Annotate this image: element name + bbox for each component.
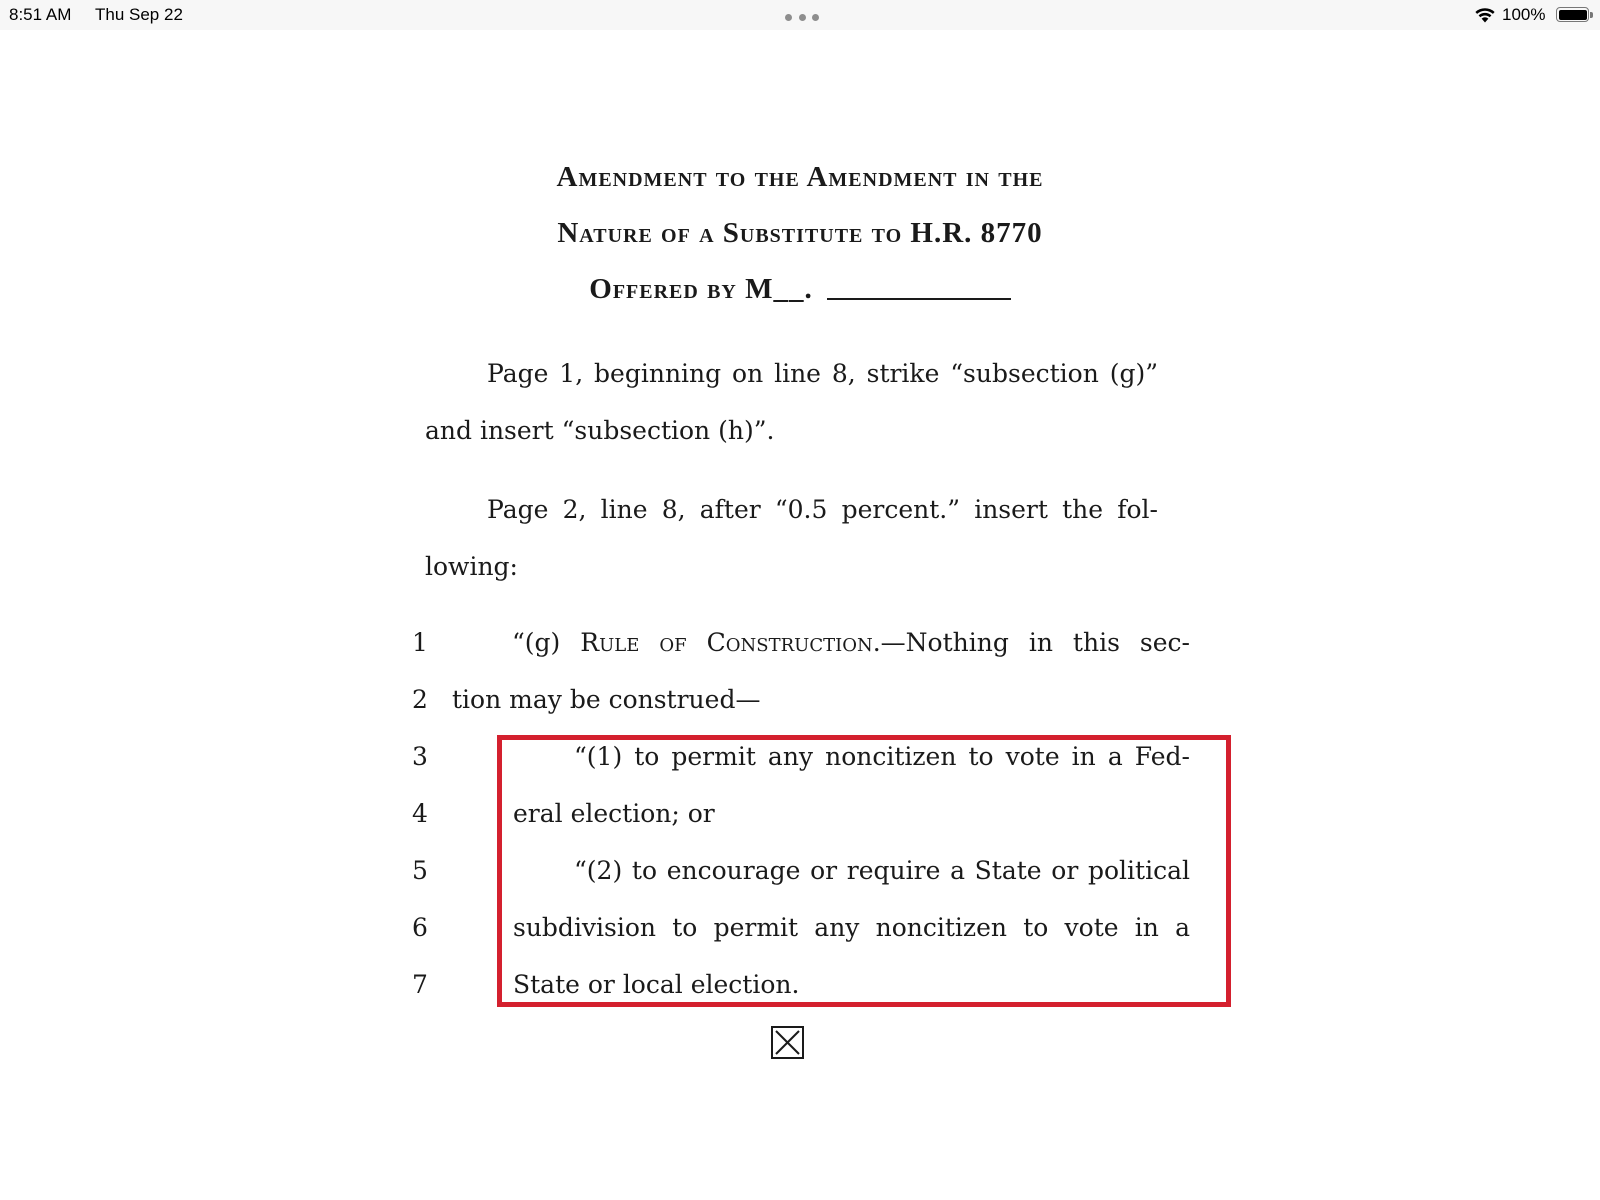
- battery-percent: 100%: [1502, 5, 1546, 24]
- section-text: .—Nothing in this sec-: [872, 628, 1190, 657]
- broken-image-icon: [771, 1026, 804, 1059]
- section-heading: Rule of Construction: [580, 628, 873, 657]
- paragraph-1-line-2: and insert “subsection (h)”.: [425, 416, 775, 445]
- line-number: 1: [412, 628, 428, 657]
- paragraph-2-line-2: lowing:: [425, 552, 518, 581]
- numbered-line-text: subdivision to permit any noncitizen to vote in a: [513, 913, 1190, 942]
- numbered-line-text: “(2) to encourage or require a State or political: [574, 856, 1190, 885]
- line-number: 3: [412, 742, 428, 771]
- title-line-2: Nature of a Substitute to H.R. 8770: [557, 217, 1043, 249]
- subsection-prefix: “(g): [512, 628, 581, 657]
- title-line-3: [0, 273, 1600, 306]
- title-line-1: Amendment to the Amendment in the: [556, 161, 1044, 193]
- line-number: 5: [412, 856, 428, 885]
- line-number: 6: [412, 913, 428, 942]
- status-date: Thu Sep 22: [95, 5, 183, 24]
- numbered-line-text: [512, 628, 1190, 657]
- paragraph-1-line-1: Page 1, beginning on line 8, strike “subsection (g)”: [487, 359, 1158, 388]
- numbered-line-text: State or local election.: [513, 970, 800, 999]
- numbered-line-text: eral election; or: [513, 799, 715, 828]
- line-number: 7: [412, 970, 428, 999]
- status-time: 8:51 AM: [9, 5, 72, 24]
- offered-by-text: Offered by M__.: [589, 273, 813, 305]
- highlight-box: [497, 735, 1231, 1007]
- signature-blank-line: [827, 298, 1011, 300]
- numbered-line-text: “(1) to permit any noncitizen to vote in a Fed-: [574, 742, 1190, 771]
- line-number: 4: [412, 799, 428, 828]
- paragraph-2-line-1: Page 2, line 8, after “0.5 percent.” insert the fol-: [487, 495, 1158, 524]
- line-number: 2: [412, 685, 428, 714]
- numbered-line-text: tion may be construed—: [452, 685, 761, 714]
